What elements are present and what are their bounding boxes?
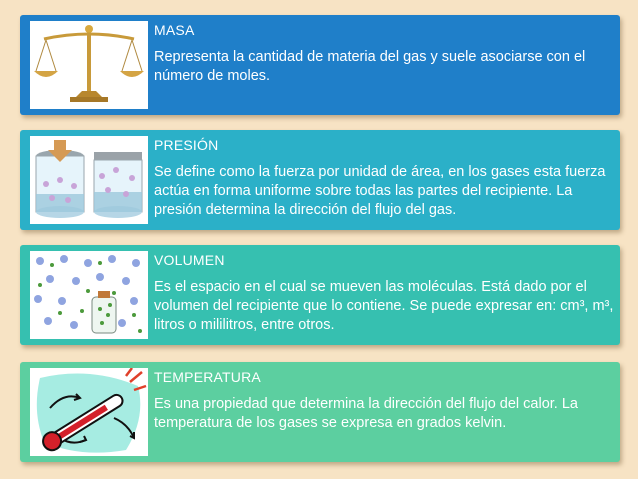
card-presion [20, 130, 620, 230]
card-masa [20, 15, 620, 115]
card-title: TEMPERATURA [154, 369, 261, 385]
pressure-cylinders-icon [30, 136, 148, 224]
card-volumen [20, 245, 620, 345]
card-description: Es una propiedad que determina la dirección del flujo del calor. La temperatura de los gases se expresa en grados kelvin. [154, 396, 578, 431]
card-title: PRESIÓN [154, 137, 219, 153]
molecules-icon [30, 251, 148, 339]
card-description: Se define como la fuerza por unidad de área, en los gases esta fuerza actúa en forma uniforme sobre todas las partes del recipiente. La presión determina la dirección del flujo del gas. [154, 164, 606, 218]
card-temperatura [20, 362, 620, 462]
thermometer-icon [30, 368, 148, 456]
card-description: Representa la cantidad de materia del gas y suele asociarse con el número de moles. [154, 49, 586, 84]
balance-scale-icon [30, 21, 148, 109]
card-description: Es el espacio en el cual se mueven las moléculas. Está dado por el volumen del recipiente que lo contiene. Se puede expresar en: cm³, m³, litros o mililitros, entre otros. [154, 279, 614, 333]
card-title: MASA [154, 22, 195, 38]
card-title: VOLUMEN [154, 252, 225, 268]
